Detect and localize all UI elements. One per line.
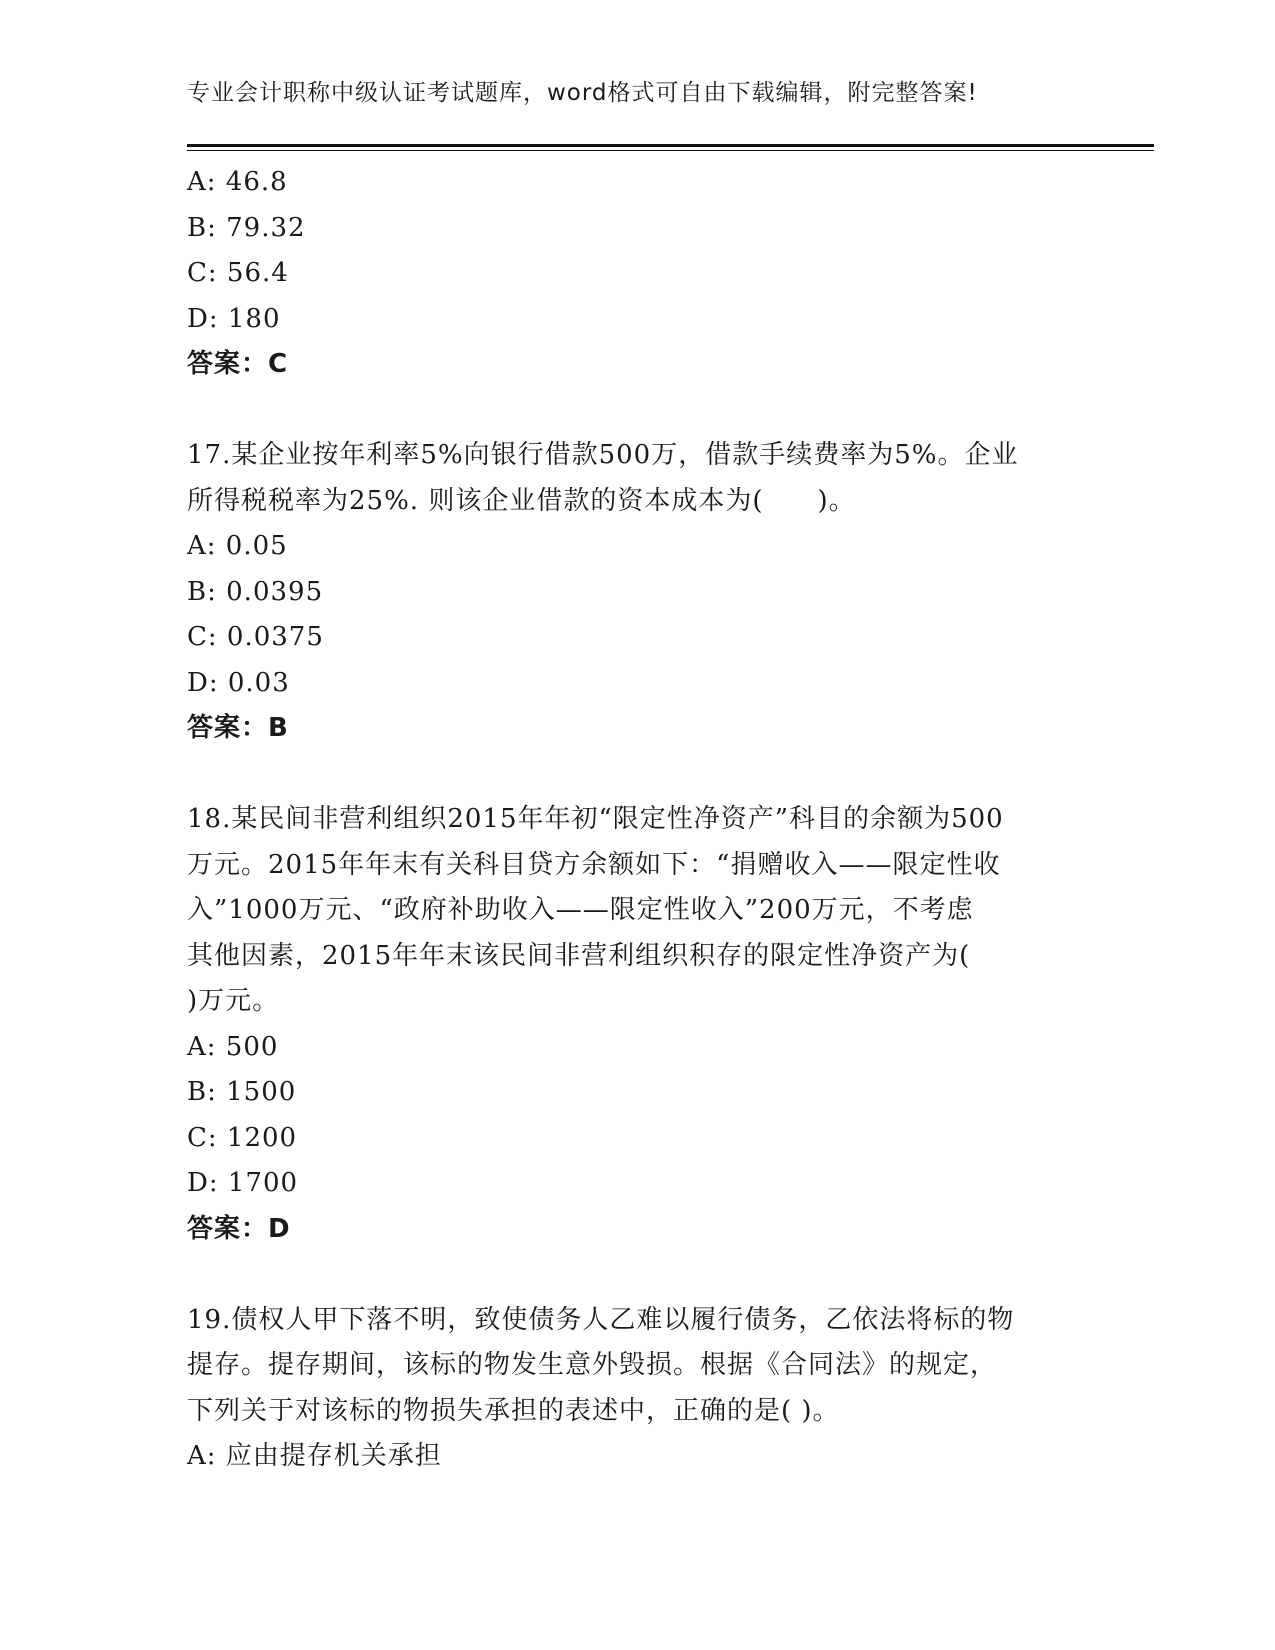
question-stem-line: 17.某企业按年利率5%向银行借款500万，借款手续费率为5%。企业 xyxy=(187,440,1019,470)
option-d: D: 1700 xyxy=(187,1168,299,1198)
option-c: C: 0.0375 xyxy=(187,622,324,652)
option-c: C: 56.4 xyxy=(187,258,289,288)
question-stem-line: 其他因素，2015年年末该民间非营利组织积存的限定性净资产为( xyxy=(187,940,971,971)
header-divider xyxy=(187,144,1154,147)
question-block xyxy=(187,160,1087,388)
question-stem-line: 18.某民间非营利组织2015年年初“限定性净资产”科目的余额为500 xyxy=(187,804,1004,834)
answer-line: 答案：B xyxy=(187,713,289,743)
page-header: 专业会计职称中级认证考试题库，word格式可自由下载编辑，附完整答案! xyxy=(187,80,978,106)
spacer xyxy=(187,388,1087,434)
option-a: A: 500 xyxy=(187,1031,279,1062)
option-b: B: 79.32 xyxy=(187,212,306,243)
question-stem-line: 提存。提存期间，该标的物发生意外毁损。根据《合同法》的规定， xyxy=(187,1350,998,1380)
option-a: A: 46.8 xyxy=(187,167,288,197)
option-c: C: 1200 xyxy=(187,1122,298,1153)
option-d: D: 0.03 xyxy=(187,667,290,698)
question-stem-line: 下列关于对该标的物损失承担的表述中，正确的是( )。 xyxy=(187,1395,840,1426)
option-a: A: 应由提存机关承担 xyxy=(187,1441,442,1471)
answer-line: 答案：C xyxy=(187,349,289,379)
question-stem-line: )万元。 xyxy=(187,986,280,1016)
question-block xyxy=(187,797,1087,1252)
option-b: B: 0.0395 xyxy=(187,576,324,607)
question-list xyxy=(187,160,1087,1480)
option-d: D: 180 xyxy=(187,303,281,334)
question-stem-line: 入”1000万元、“政府补助收入——限定性收入”200万元，不考虑 xyxy=(187,895,974,925)
answer-line: 答案：D xyxy=(187,1213,291,1244)
option-a: A: 0.05 xyxy=(187,531,288,561)
question-block xyxy=(187,433,1087,752)
option-b: B: 1500 xyxy=(187,1077,297,1107)
question-stem-line: 所得税税率为25%. 则该企业借款的资本成本为( )。 xyxy=(187,485,856,516)
question-block xyxy=(187,1298,1087,1480)
spacer xyxy=(187,1252,1087,1298)
question-stem-line: 19.债权人甲下落不明，致使债务人乙难以履行债务，乙依法将标的物 xyxy=(187,1304,1015,1335)
spacer xyxy=(187,752,1087,798)
question-stem-line: 万元。2015年年末有关科目贷方余额如下：“捐赠收入——限定性收 xyxy=(187,849,1001,880)
